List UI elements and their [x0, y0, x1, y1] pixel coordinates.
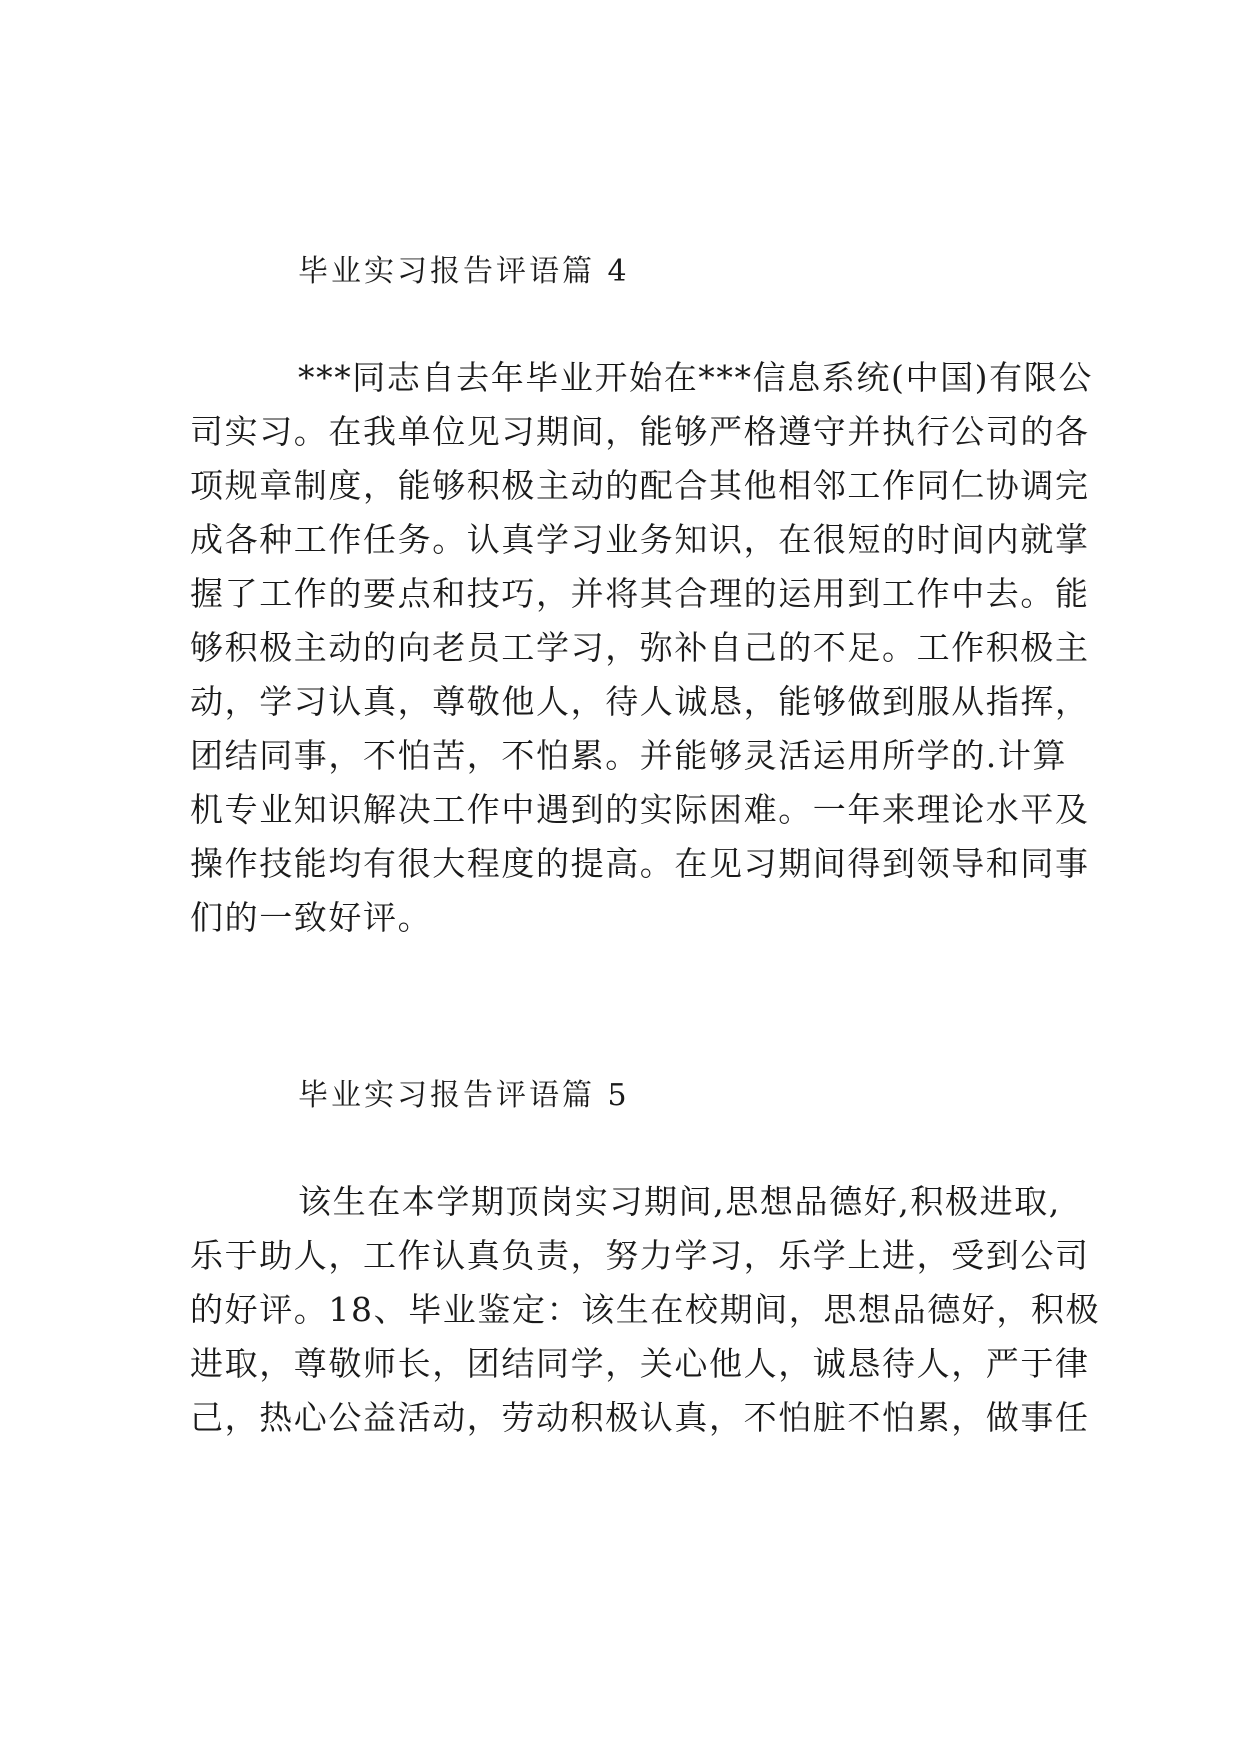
section-heading-5: 毕业实习报告评语篇 5: [298, 1078, 630, 1113]
paragraph-line: 乐于助人，工作认真负责，努力学习，乐学上进，受到公司: [190, 1236, 1090, 1275]
paragraph-line: 的好评。18、毕业鉴定：该生在校期间，思想品德好，积极: [190, 1290, 1101, 1329]
paragraph-line: 够积极主动的向老员工学习，弥补自己的不足。工作积极主: [190, 628, 1090, 667]
paragraph-line: 机专业知识解决工作中遇到的实际困难。一年来理论水平及: [190, 790, 1090, 829]
section-heading-4: 毕业实习报告评语篇 4: [298, 254, 630, 289]
paragraph-line: 进取，尊敬师长，团结同学，关心他人，诚恳待人，严于律: [190, 1344, 1090, 1383]
paragraph-line: 司实习。在我单位见习期间，能够严格遵守并执行公司的各: [190, 412, 1090, 451]
paragraph-line: 团结同事，不怕苦，不怕累。并能够灵活运用所学的.计算: [190, 736, 1068, 775]
paragraph-line: 成各种工作任务。认真学习业务知识，在很短的时间内就掌: [190, 520, 1090, 559]
paragraph-line: 们的一致好评。: [190, 898, 433, 937]
paragraph-line: ***同志自去年毕业开始在***信息系统(中国)有限公: [298, 358, 1093, 397]
paragraph-line: 握了工作的要点和技巧，并将其合理的运用到工作中去。能: [190, 574, 1090, 613]
paragraph-line: 操作技能均有很大程度的提高。在见习期间得到领导和同事: [190, 844, 1090, 883]
paragraph-line: 项规章制度，能够积极主动的配合其他相邻工作同仁协调完: [190, 466, 1090, 505]
paragraph-line: 该生在本学期顶岗实习期间,思想品德好,积极进取,: [298, 1182, 1061, 1221]
paragraph-line: 动，学习认真，尊敬他人，待人诚恳，能够做到服从指挥，: [190, 682, 1090, 721]
paragraph-line: 己，热心公益活动，劳动积极认真，不怕脏不怕累，做事任: [190, 1398, 1090, 1437]
